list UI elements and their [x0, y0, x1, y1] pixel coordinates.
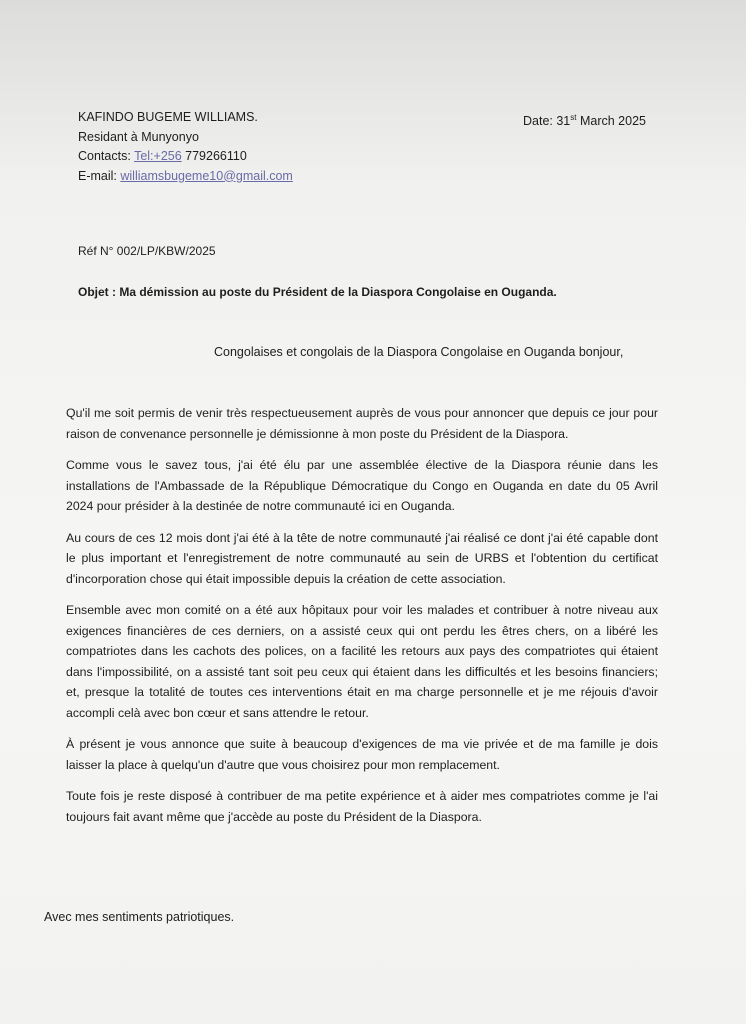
phone-number: 779266110 [181, 149, 247, 163]
subject-line: Objet : Ma démission au poste du Président de la Diaspora Congolaise en Ouganda. [78, 285, 557, 299]
sender-residence: Residant à Munyonyo [78, 129, 199, 144]
paragraph: Qu'il me soit permis de venir très respectueusement auprès de vous pour annoncer que depuis ce jour pour raison de convenance personnelle je démissionne à mon poste du Président de la Diaspora. [66, 406, 658, 441]
phone-link[interactable]: Tel:+256 [134, 149, 182, 163]
email-label: E-mail: [78, 168, 121, 183]
letter-body [66, 403, 658, 838]
sender-block [78, 108, 293, 186]
sender-email [78, 167, 293, 187]
salutation: Congolaises et congolais de la Diaspora Congolaise en Ouganda bonjour, [214, 345, 624, 359]
contacts-label: Contacts: [78, 149, 135, 163]
sender-contacts [78, 147, 293, 167]
letter-date [523, 108, 646, 132]
paragraph: Comme vous le savez tous, j'ai été élu par une assemblée élective de la Diaspora réunie dans les installations de l'Ambassade de la République Démocratique du Congo en Ouganda en date du 05 Avril 2024 pour présider à la destinée de notre communauté ici en Ouganda. [66, 458, 658, 513]
sender-name: KAFINDO BUGEME WILLIAMS. [78, 110, 258, 124]
paragraph: Toute fois je reste disposé à contribuer de ma petite expérience et à aider mes compatriotes comme je l'ai toujours fait avant même que j'accède au poste du Président de la Diaspora. [66, 789, 658, 824]
closing-line: Avec mes sentiments patriotiques. [44, 910, 235, 924]
date-suffix: st [570, 113, 577, 122]
date-prefix: Date: 31 [523, 114, 571, 129]
reference-number: Réf N° 002/LP/KBW/2025 [78, 244, 216, 258]
date-rest: March 2025 [576, 114, 646, 129]
paragraph: Ensemble avec mon comité on a été aux hôpitaux pour voir les malades et contribuer à notre niveau aux exigences financières de ces derniers, on a assisté ceux qui ont perdu les êtres chers, on a libéré les compatriotes dans les cachots des polices, on a facilité les retours aux pays des compatriotes qui étaient dans l'impossibilité, on a assisté tant soit peu ceux qui étaient dans les difficultés et les besoins financiers; et, presque la totalité de toutes ces interventions était en ma charge personnelle et je me réjouis d'avoir accompli celà avec bon cœur et sans attendre le retour. [66, 603, 658, 720]
paragraph: À présent je vous annonce que suite à beaucoup d'exigences de ma vie privée et de ma famille je dois laisser la place à quelqu'un d'autre que vous choisirez pour mon remplacement. [66, 737, 658, 772]
email-link[interactable]: williamsbugeme10@gmail.com [120, 168, 293, 183]
paragraph: Au cours de ces 12 mois dont j'ai été à la tête de notre communauté j'ai réalisé ce dont j'ai été capable dont le plus important et l'enregistrement de notre communauté au sein de URBS et l'obtention du certificat d'incorporation chose qui était impossible depuis la création de cette association. [66, 530, 658, 586]
